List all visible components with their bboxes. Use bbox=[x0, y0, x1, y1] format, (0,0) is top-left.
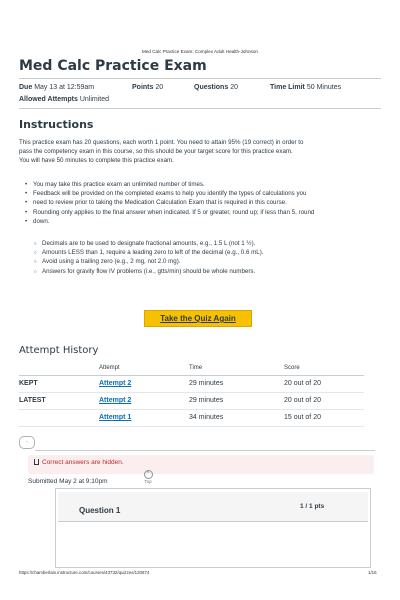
attempts-label: Allowed Attempts bbox=[19, 96, 78, 103]
row-label: LATEST bbox=[19, 392, 99, 409]
attempt-history-heading: Attempt History bbox=[19, 345, 99, 356]
due-value: May 13 at 12:59am bbox=[34, 84, 95, 91]
attempt-link[interactable]: Attempt 1 bbox=[99, 414, 132, 421]
meta-divider bbox=[19, 108, 381, 109]
bullet-item: • Feedback will be provided on the completed exams to help you identify the types of calculations you bbox=[25, 189, 375, 198]
attempt-cell bbox=[99, 375, 189, 392]
sub-bullet-item: ○ Amounts LESS than 1, require a leading zero to left of the decimal (e.g., 0.6 mL). bbox=[34, 248, 374, 257]
score-cell: 20 out of 20 bbox=[284, 375, 364, 392]
questions-value: 20 bbox=[230, 84, 238, 91]
question-title: Question 1 bbox=[79, 506, 121, 515]
print-header: Med Calc Practice Exam: Complex Adult Health-Johnson bbox=[142, 49, 258, 54]
table-row bbox=[19, 392, 364, 409]
points-meta bbox=[132, 84, 163, 91]
intro-line: This practice exam has 20 questions, each worth 1 point. You need to attain 95% (19 correct) in order to bbox=[19, 139, 304, 146]
time-cell: 29 minutes bbox=[189, 392, 284, 409]
attempt-link[interactable]: Attempt 2 bbox=[99, 380, 132, 387]
due-label: Due bbox=[19, 84, 33, 91]
time-cell: 29 minutes bbox=[189, 375, 284, 392]
questions-meta bbox=[194, 84, 238, 91]
column-header bbox=[19, 362, 99, 375]
bullet-item: • Rounding only applies to the final answer when indicated. If 5 or greater, round up; if less than 5, round bbox=[25, 208, 375, 217]
intro-line: pass the competency exam in this course, so this should be your target score for this practice exam. bbox=[19, 148, 293, 156]
alert-icon bbox=[34, 459, 39, 465]
attempt-history-table bbox=[19, 362, 364, 427]
column-header: Attempt bbox=[99, 362, 189, 375]
score-cell: 20 out of 20 bbox=[284, 392, 364, 409]
attempt-link[interactable]: Attempt 2 bbox=[99, 397, 132, 404]
question-points: 1 / 1 pts bbox=[300, 503, 325, 510]
page-title: Med Calc Practice Exam bbox=[19, 58, 207, 74]
chevron-up-icon: ^ bbox=[144, 470, 153, 479]
footer-page-number: 1/16 bbox=[368, 570, 377, 575]
bullet-continuation: • need to review prior to taking the Medication Calculation Exam that is required in this course. bbox=[25, 198, 375, 207]
collapse-toggle-button[interactable]: · bbox=[19, 436, 35, 449]
time-limit-meta bbox=[270, 84, 341, 91]
time-limit-label: Time Limit bbox=[270, 84, 305, 91]
answers-hidden-alert bbox=[28, 455, 374, 474]
row-label: KEPT bbox=[19, 375, 99, 392]
table-row bbox=[19, 409, 364, 426]
bullet-item: • You may take this practice exam an unlimited number of times. bbox=[25, 180, 375, 189]
title-divider bbox=[19, 78, 381, 79]
footer-url: https://chamberlain.instructure.com/courses/43732/quizzes/120874 bbox=[19, 570, 150, 575]
table-header-row bbox=[19, 362, 364, 375]
sub-bullet-item: ○ Answers for gravity flow IV problems (i.e., gtts/min) should be whole numbers. bbox=[34, 267, 374, 276]
instructions-bullets bbox=[25, 180, 375, 226]
back-to-top-link[interactable] bbox=[140, 470, 156, 484]
column-header: Score bbox=[284, 362, 364, 375]
time-limit-value: 50 Minutes bbox=[306, 84, 342, 91]
submitted-timestamp: Submitted May 2 at 9:10pm bbox=[28, 478, 108, 485]
row-label bbox=[19, 409, 99, 426]
due-meta bbox=[19, 84, 94, 91]
instructions-intro bbox=[19, 138, 379, 166]
sub-bullet-item: ○ Avoid using a trailing zero (e.g., 2 mg, not 2.0 mg). bbox=[34, 257, 374, 266]
attempt-cell bbox=[99, 392, 189, 409]
attempts-value: Unlimited bbox=[79, 96, 109, 103]
alert-text: Correct answers are hidden. bbox=[42, 459, 124, 466]
top-label: Top bbox=[144, 479, 152, 484]
table-row bbox=[19, 375, 364, 392]
attempt-cell bbox=[99, 409, 189, 426]
score-cell: 15 out of 20 bbox=[284, 409, 364, 426]
sub-bullet-item: ○ Decimals are to be used to designate fractional amounts, e.g., 1.5 L (not 1 ½). bbox=[34, 239, 374, 248]
points-value: 20 bbox=[155, 84, 164, 91]
time-cell: 34 minutes bbox=[189, 409, 284, 426]
instructions-heading: Instructions bbox=[19, 118, 94, 131]
section-divider bbox=[35, 450, 375, 451]
questions-label: Questions bbox=[194, 84, 229, 91]
take-quiz-again-button[interactable]: Take the Quiz Again bbox=[144, 310, 252, 327]
instructions-sub-bullets bbox=[34, 239, 374, 276]
column-header: Time bbox=[189, 362, 284, 375]
intro-line: You will have 50 minutes to complete this practice exam. bbox=[19, 157, 174, 165]
points-label: Points bbox=[132, 84, 154, 91]
bullet-continuation: • down. bbox=[25, 217, 375, 226]
attempts-meta bbox=[19, 96, 109, 103]
